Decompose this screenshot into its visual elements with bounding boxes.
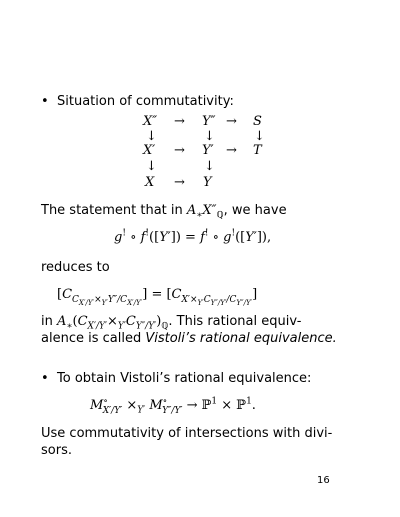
equivalence-math: $A_∗(C_{X'/Y'}\times_{Y'}C_{Y''/Y'})_ℚ$ bbox=[57, 314, 169, 332]
bullet-marker: • bbox=[41, 371, 49, 386]
diagram-node-y1: Y′ bbox=[202, 143, 214, 158]
diagram-node-y: Y bbox=[203, 175, 212, 190]
diagram-node-s: S bbox=[253, 114, 262, 129]
diagram-arrow-right: → bbox=[226, 114, 237, 129]
diagram-arrow-right: → bbox=[174, 114, 185, 129]
use-line-2: sors. bbox=[41, 443, 72, 458]
diagram-arrow-right: → bbox=[174, 175, 185, 190]
commutative-diagram bbox=[140, 114, 280, 196]
statement-line bbox=[41, 203, 287, 219]
vistoli-line bbox=[41, 331, 337, 347]
statement-prefix: The statement that in bbox=[41, 203, 183, 218]
equation-moduli: $M^\circ_{X'/Y'} \times_{Y'}$ $M^\circ_{Y''/Y'}$ → ℙ$^1$ × ℙ$^1$. bbox=[90, 396, 256, 416]
diagram-node-x: X bbox=[145, 175, 155, 190]
diagram-arrow-right: → bbox=[174, 143, 185, 158]
vistoli-line-prefix: alence is called bbox=[41, 331, 146, 346]
diagram-node-y2: Y″ bbox=[202, 114, 216, 129]
page-number: 16 bbox=[317, 475, 330, 486]
bullet-marker: • bbox=[41, 94, 49, 109]
diagram-node-x1: X′ bbox=[143, 143, 156, 158]
equation-commutativity: g! ∘ f!([Y′]) = f! ∘ g!([Y′]), bbox=[114, 228, 272, 245]
diagram-arrow-down: ↓ bbox=[204, 159, 215, 174]
diagram-arrow-down: ↓ bbox=[204, 129, 215, 144]
diagram-arrow-down: ↓ bbox=[146, 129, 157, 144]
equivalence-line bbox=[41, 314, 301, 330]
statement-suffix: , we have bbox=[223, 203, 287, 218]
equation-cycles: $[C_{C_{X'/Y'}\times_{Y'}Y''/C_{X'/Y'}}] = [C_{X'\times_{Y'}C_{Y''/Y'}/C_{Y''/Y'}}]$ bbox=[57, 287, 258, 307]
use-line-1: Use commutativity of intersections with divi- bbox=[41, 426, 333, 441]
diagram-arrow-right: → bbox=[226, 143, 237, 158]
section2-heading: To obtain Vistoli’s rational equivalence: bbox=[57, 371, 312, 386]
diagram-arrow-down: ↓ bbox=[146, 159, 157, 174]
section1-heading: Situation of commutativity: bbox=[57, 94, 234, 109]
vistoli-term: Vistoli’s rational equivalence. bbox=[145, 331, 337, 346]
reduces-to-text: reduces to bbox=[41, 260, 110, 275]
diagram-node-x2: X″ bbox=[143, 114, 158, 129]
statement-math: $A_∗X''_ℚ$ bbox=[186, 203, 224, 221]
diagram-arrow-down: ↓ bbox=[254, 129, 265, 144]
diagram-node-t: T bbox=[253, 143, 262, 158]
equivalence-suffix: . This rational equiv- bbox=[168, 314, 302, 329]
equivalence-prefix: in bbox=[41, 314, 53, 329]
